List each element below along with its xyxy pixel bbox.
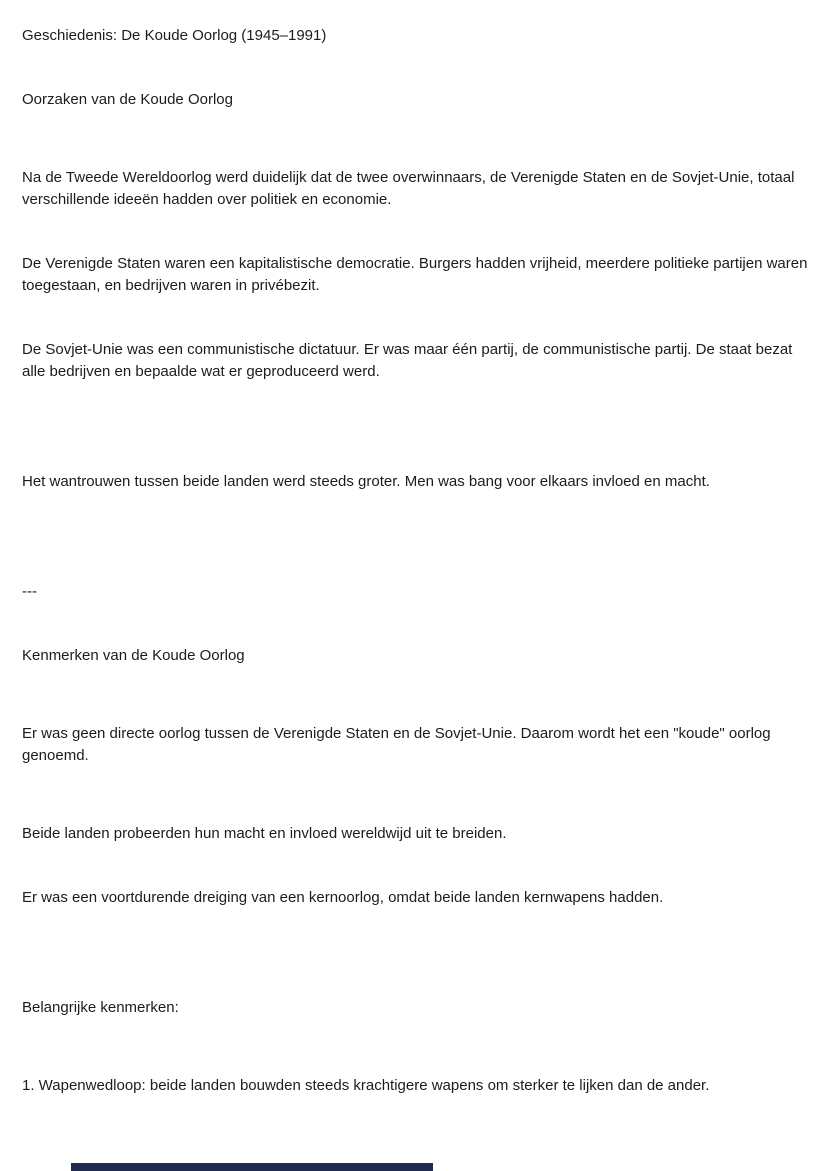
divider-dashes: --- xyxy=(22,583,37,600)
doc-title: Geschiedenis: De Koude Oorlog (1945–1991) xyxy=(22,27,327,44)
para-macht-invloed: Beide landen probeerden hun macht en invloed wereldwijd uit te breiden. xyxy=(22,825,507,842)
heading-kenmerken: Kenmerken van de Koude Oorlog xyxy=(22,647,245,664)
para-sovjet-unie: De Sovjet-Unie was een communistische dictatuur. Er was maar één partij, de communistische partij. De staat bezat alle bedrijven en bepaalde wat er geproduceerd werd. xyxy=(22,341,793,380)
para-verenigde-staten: De Verenigde Staten waren een kapitalistische democratie. Burgers hadden vrijheid, meerdere politieke partijen waren toegestaan, en bedrijven waren in privébezit. xyxy=(22,255,808,294)
para-wantrouwen: Het wantrouwen tussen beide landen werd steeds groter. Men was bang voor elkaars invloed en macht. xyxy=(22,473,710,490)
partial-dark-banner xyxy=(71,1163,433,1171)
heading-oorzaken: Oorzaken van de Koude Oorlog xyxy=(22,91,233,108)
document-body xyxy=(22,25,810,1097)
para-koude-oorlog: Er was geen directe oorlog tussen de Verenigde Staten en de Sovjet-Unie. Daarom wordt het een "koude" oorlog genoemd. xyxy=(22,725,771,764)
para-overwinnaars: Na de Tweede Wereldoorlog werd duidelijk dat de twee overwinnaars, de Verenigde Staten en de Sovjet-Unie, totaal verschillende ideeën hadden over politiek en economie. xyxy=(22,169,795,208)
label-belangrijke-kenmerken: Belangrijke kenmerken: xyxy=(22,999,179,1016)
para-kernoorlog: Er was een voortdurende dreiging van een kernoorlog, omdat beide landen kernwapens hadden. xyxy=(22,889,664,906)
list-item-wapenwedloop: 1. Wapenwedloop: beide landen bouwden steeds krachtigere wapens om sterker te lijken dan de ander. xyxy=(22,1077,710,1094)
